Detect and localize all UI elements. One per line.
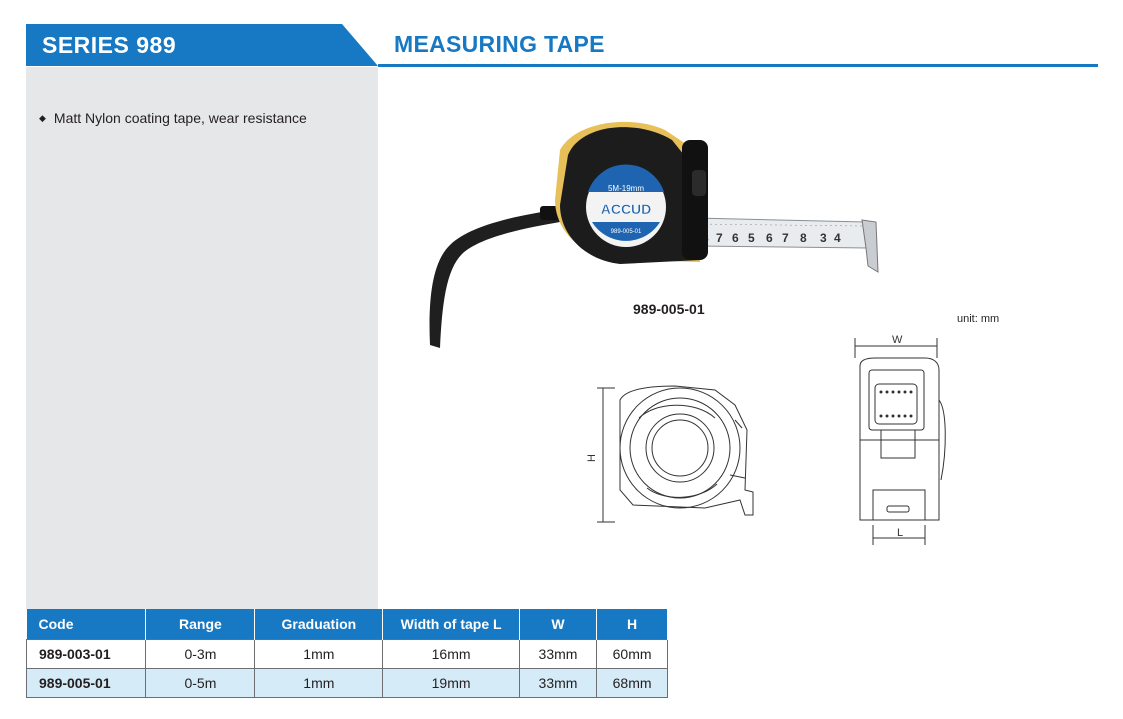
col-header-h: H [597,609,668,640]
badge-code-text: 989-005-01 [610,229,642,235]
badge-size-text: 5M-19mm [607,184,645,193]
table-row [27,669,668,698]
diamond-bullet-icon: ◆ [39,113,46,123]
svg-text:3: 3 [820,231,827,245]
wrist-strap [430,210,560,348]
col-header-graduation: Graduation [255,609,383,640]
cell-graduation: 1mm [255,669,383,698]
unit-label: unit: mm [957,313,1000,325]
cell-h: 68mm [597,669,668,698]
col-header-range: Range [146,609,255,640]
cell-width: 16mm [383,640,520,669]
svg-text:5: 5 [748,231,755,245]
header-rule [378,64,1098,67]
side-panel [26,67,378,609]
series-banner [26,24,378,66]
cell-code: 989-003-01 [27,640,146,669]
feature-text: Matt Nylon coating tape, wear resistance [53,110,307,126]
product-photo [410,110,880,370]
page-title: MEASURING TAPE [394,31,605,57]
series-title: SERIES 989 [42,32,177,58]
front-drawing [585,380,765,530]
spec-table [26,609,668,698]
cell-w: 33mm [519,669,596,698]
cell-code: 989-005-01 [27,669,146,698]
feature-item [39,110,307,126]
svg-text:6: 6 [732,231,739,245]
table-header-row [27,609,668,640]
svg-text:7: 7 [716,231,723,245]
cell-width: 19mm [383,669,520,698]
cell-h: 60mm [597,640,668,669]
dimension-w-label: W [892,334,903,346]
dimension-l-label: L [897,527,904,539]
svg-text:6: 6 [766,231,773,245]
badge-brand-text: ACCUD [600,201,652,217]
cell-range: 0-3m [146,640,255,669]
svg-text:8: 8 [800,231,807,245]
col-header-code: Code [27,609,146,640]
side-drawing [845,330,955,555]
product-code: 989-005-01 [633,301,705,317]
cell-graduation: 1mm [255,640,383,669]
cell-w: 33mm [519,640,596,669]
cell-range: 0-5m [146,669,255,698]
svg-text:4: 4 [834,231,841,245]
housing-front [682,140,708,260]
svg-text:7: 7 [782,231,789,245]
col-header-width: Width of tape L [383,609,520,640]
col-header-w: W [519,609,596,640]
dimension-h-label: H [586,454,598,462]
lock-button [692,170,706,196]
table-row [27,640,668,669]
